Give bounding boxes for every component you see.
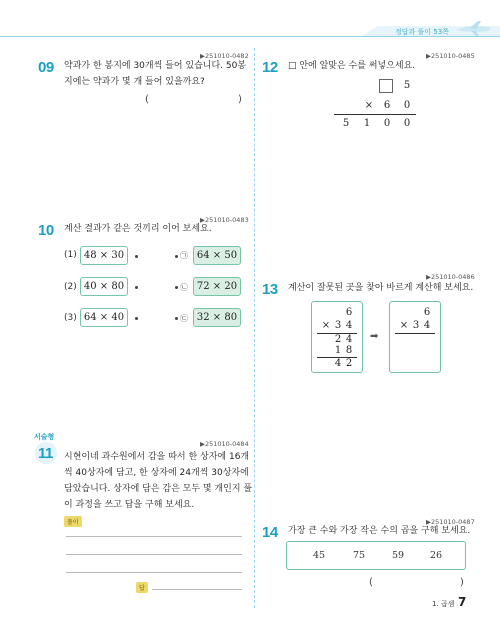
q09-number: 09: [38, 59, 54, 76]
q11-solution-line1[interactable]: [66, 536, 242, 537]
q10-row3-label: (3): [64, 313, 77, 323]
q10-row3-right-dot[interactable]: [175, 317, 178, 320]
q11-code: ▶251010-0484: [200, 440, 249, 448]
q12-code: ▶251010-0485: [426, 52, 475, 60]
q11-answer-label: 답: [136, 582, 148, 593]
q12-row3-digit2: 1: [363, 118, 371, 129]
q10-text: 계산 결과가 같은 것끼리 이어 보세요.: [64, 224, 212, 234]
q13-blank-line: [395, 333, 435, 334]
q12-row3-digit3: 0: [383, 118, 391, 129]
q13-wrong-r1: 6: [345, 307, 353, 318]
q10-row3-left-box: 64 × 40: [80, 308, 128, 327]
arrow-right-icon: ➡: [370, 331, 379, 342]
q09-text-line2: 지에는 약과가 몇 개 들어 있을까요?: [64, 77, 205, 87]
q13-wrong-r2d1: 3: [334, 320, 342, 331]
q12-row3-digit4: 0: [403, 118, 411, 129]
q10-row3-mark: ㉢: [180, 314, 188, 323]
q13-wrong-r4d2: 8: [345, 345, 353, 356]
q10-row3-left-dot[interactable]: [135, 317, 138, 320]
q10-row1-right-dot[interactable]: [175, 255, 178, 258]
q10-number: 10: [38, 222, 54, 239]
q10-row3-right-box: 32 × 80: [193, 308, 241, 327]
q14-number-3: 59: [392, 550, 405, 561]
q11-solution-line2[interactable]: [66, 554, 242, 555]
q10-row1-label: (1): [64, 250, 77, 260]
q11-solution-line3[interactable]: [66, 572, 242, 573]
q11-answer-line[interactable]: [152, 589, 242, 590]
q13-number: 13: [262, 281, 278, 298]
q13-blank-r2d2: 4: [423, 320, 431, 331]
q10-row1-right-box: 64 × 50: [193, 246, 241, 265]
q09-answer-paren-open[interactable]: (: [145, 94, 149, 105]
q10-row2-label: (2): [64, 282, 77, 292]
q14-number-2: 75: [353, 550, 366, 561]
q09-text-line1: 약과가 한 봉지에 30개씩 들어 있습니다. 50봉: [64, 61, 247, 71]
q11-text-line2: 씩 40상자에 담고, 한 상자에 24개씩 30상자에: [64, 468, 249, 478]
q12-text: □ 안에 알맞은 수를 써넣으세요.: [288, 61, 416, 71]
q12-row2-digit2: 0: [403, 100, 411, 111]
q10-row2-mark: ㉡: [180, 283, 188, 292]
q14-answer-paren-open[interactable]: (: [369, 577, 373, 588]
q12-blank-box[interactable]: [379, 79, 393, 93]
q12-times-sign: ×: [364, 100, 374, 111]
footer-chapter: 1. 곱셈: [432, 600, 455, 608]
q13-blank-times: ×: [399, 320, 409, 331]
q11-text-line1: 시현이네 과수원에서 감을 따서 한 상자에 16개: [64, 452, 250, 462]
q13-text: 계산이 잘못된 곳을 찾아 바르게 계산해 보세요.: [288, 283, 474, 293]
q13-code: ▶251010-0486: [426, 273, 475, 281]
q14-number-4: 26: [430, 550, 443, 561]
q13-blank-r1: 6: [423, 307, 431, 318]
airplane-icon: [454, 20, 494, 38]
column-divider: [254, 48, 255, 608]
q14-number-1: 45: [313, 550, 326, 561]
q11-solution-label: 풀이: [64, 516, 82, 527]
q10-row2-right-box: 72 × 20: [193, 277, 241, 296]
q09-code: ▶251010-0482: [200, 52, 249, 60]
answer-page-label: 정답과 풀이 53쪽: [395, 28, 449, 36]
q10-row1-left-dot[interactable]: [135, 255, 138, 258]
q13-wrong-r5d2: 2: [345, 358, 353, 369]
q13-wrong-r5d1: 4: [334, 358, 342, 369]
q13-wrong-r4d1: 1: [334, 345, 342, 356]
q13-wrong-r3d2: 4: [345, 334, 353, 345]
q10-row2-right-dot[interactable]: [175, 286, 178, 289]
q12-row1-digit: 5: [403, 80, 411, 91]
q11-number: 11: [38, 445, 53, 462]
q11-essay-badge: 서술형: [34, 433, 55, 441]
q10-row1-mark: ㉠: [180, 251, 188, 260]
q13-wrong-times: ×: [321, 320, 331, 331]
q10-row2-left-dot[interactable]: [135, 286, 138, 289]
q12-row2-digit1: 6: [383, 100, 391, 111]
q13-blank-r2d1: 3: [412, 320, 420, 331]
q10-code: ▶251010-0483: [200, 216, 249, 224]
q14-answer-paren-close[interactable]: ): [460, 577, 464, 588]
q14-number: 14: [262, 524, 278, 541]
page-number: 7: [458, 595, 467, 609]
q14-text: 가장 큰 수와 가장 작은 수의 곱을 구해 보세요.: [288, 526, 471, 536]
q11-text-line3: 담았습니다. 상자에 담은 감은 모두 몇 개인지 풀: [64, 484, 253, 494]
q12-result-line: [334, 114, 416, 115]
q13-wrong-r2d2: 4: [345, 320, 353, 331]
q14-code: ▶251010-0487: [426, 518, 475, 526]
q13-answer-box[interactable]: [389, 301, 441, 373]
q10-row2-left-box: 40 × 80: [80, 277, 128, 296]
q12-number: 12: [262, 59, 278, 76]
q09-answer-paren-close[interactable]: ): [238, 94, 242, 105]
q12-row3-digit1: 5: [342, 118, 350, 129]
q11-text-line4: 이 과정을 쓰고 답을 구해 보세요.: [64, 500, 195, 510]
q13-wrong-r3d1: 2: [334, 334, 342, 345]
q10-row1-left-box: 48 × 30: [80, 246, 128, 265]
